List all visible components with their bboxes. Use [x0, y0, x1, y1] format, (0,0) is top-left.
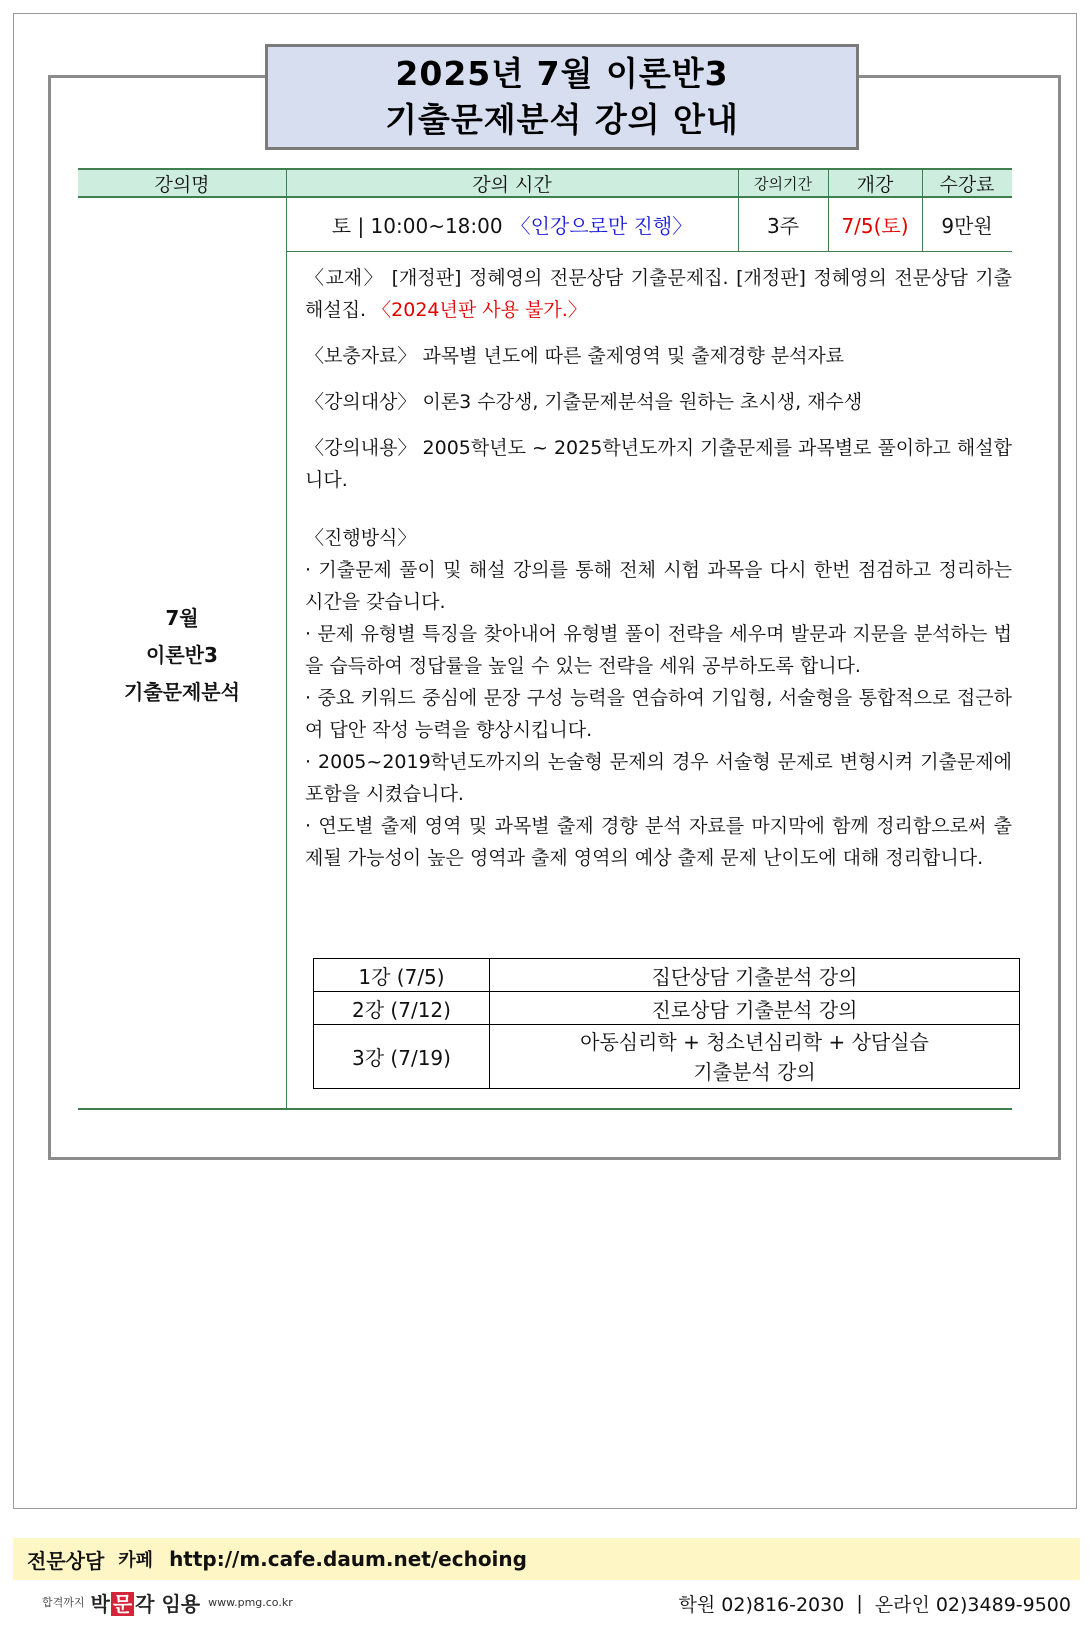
schedule-session: 1강 (7/5) — [314, 959, 490, 992]
supplement-info: 〈보충자료〉 과목별 년도에 따른 출제영역 및 출제경향 분석자료 — [305, 345, 845, 367]
textbook-warning: 〈2024년판 사용 불가.〉 — [372, 299, 587, 321]
table-bottom-border — [78, 1108, 1012, 1110]
academy-phone: 학원 02)816-2030 — [678, 1593, 845, 1616]
schedule-row — [314, 1025, 1020, 1089]
schedule-session: 2강 (7/12) — [314, 992, 490, 1025]
schedule-row — [314, 959, 1020, 992]
course-name — [78, 600, 286, 711]
method-item: · 연도별 출제 영역 및 과목별 출제 경향 분석 자료를 마지막에 함께 정리함으로써 출제될 가능성이 높은 영역과 출제 영역의 예상 출제 문제 난이도에 대해 정리합니다. — [305, 815, 1012, 869]
method-item: · 문제 유형별 특징을 찾아내어 유형별 풀이 전략을 세우며 발문과 지문을 분석하는 법을 습득하여 정답률을 높일 수 있는 전략을 세워 공부하도록 합니다. — [305, 623, 1012, 677]
lecture-details — [305, 262, 1012, 874]
schedule-topic: 아동심리학 + 청소년심리학 + 상담실습 기출분석 강의 — [490, 1025, 1020, 1089]
brand-part: 박 — [90, 1591, 110, 1616]
lecture-period: 3주 — [766, 214, 800, 238]
footer-label: 전문상담 — [27, 1548, 105, 1573]
brand-logo — [42, 1588, 293, 1616]
table-divider — [286, 251, 1012, 252]
header-period: 강의기간 — [738, 168, 828, 198]
contact-separator: | — [856, 1592, 863, 1614]
method-item: · 기출문제 풀이 및 해설 강의를 통해 전체 시험 과목을 다시 한번 점검하고 정리하는 시간을 갖습니다. — [305, 559, 1012, 613]
target-info: 〈강의대상〉 이론3 수강생, 기출문제분석을 원하는 초시생, 재수생 — [305, 391, 863, 413]
online-phone: 온라인 02)3489-9500 — [874, 1593, 1071, 1616]
header-lecture-time: 강의 시간 — [286, 168, 738, 198]
page-title-line1: 2025년 7월 이론반3 — [395, 54, 729, 93]
header-fee: 수강료 — [922, 168, 1012, 198]
tuition-fee: 9만원 — [941, 214, 993, 238]
schedule-row — [314, 992, 1020, 1025]
schedule-table — [313, 958, 1020, 1089]
header-course-name: 강의명 — [78, 168, 286, 198]
schedule-session: 3강 (7/19) — [314, 1025, 490, 1089]
course-name-line: 7월 — [165, 606, 199, 630]
brand-name — [91, 1588, 201, 1617]
method-item: · 중요 키워드 중심에 문장 구성 능력을 연습하여 기입형, 서술형을 통합적으로 접근하여 답안 작성 능력을 향상시킵니다. — [305, 687, 1012, 741]
table-divider — [286, 168, 287, 1108]
brand-site[interactable]: www.pmg.co.kr — [208, 1595, 293, 1609]
schedule-topic: 진로상담 기출분석 강의 — [490, 992, 1020, 1025]
lecture-time-note: 〈인강으로만 진행〉 — [510, 214, 693, 238]
lecture-content-info: 〈강의내용〉 2005학년도 ~ 2025학년도까지 기출문제를 과목별로 풀이하고 해설합니다. — [305, 437, 1012, 491]
brand-part: 각 임용 — [135, 1591, 201, 1616]
textbook-info — [305, 262, 1012, 326]
title-box — [265, 44, 859, 150]
method-label: 〈진행방식〉 — [305, 527, 417, 549]
brand-tagline: 합격까지 — [42, 1596, 85, 1609]
contact-info — [679, 1588, 1071, 1618]
schedule-topic: 집단상담 기출분석 강의 — [490, 959, 1020, 992]
cafe-link[interactable]: http://m.cafe.daum.net/echoing — [169, 1547, 527, 1571]
method-item: · 2005~2019학년도까지의 논술형 문제의 경우 서술형 문제로 변형시켜 기출문제에 포함을 시켰습니다. — [305, 751, 1012, 805]
textbook-text: [개정판] 정혜영의 전문상담 기출문제집. [개정판] 정혜영의 전문상담 기출해설집. — [305, 267, 1012, 321]
textbook-label: 〈교재〉 — [305, 267, 385, 289]
header-start: 개강 — [828, 168, 922, 198]
brand-part: 문 — [112, 1591, 133, 1616]
footer-cafe-bar — [13, 1538, 1080, 1580]
course-name-line: 이론반3 — [146, 643, 218, 667]
footer-cafe: 카페 — [118, 1550, 154, 1571]
page-title-line2: 기출문제분석 강의 안내 — [385, 100, 739, 139]
course-name-line: 기출문제분석 — [124, 680, 240, 704]
lecture-time: 토 | 10:00~18:00 — [331, 214, 503, 238]
start-date: 7/5(토) — [841, 214, 909, 238]
lecture-time-cell — [286, 198, 738, 251]
